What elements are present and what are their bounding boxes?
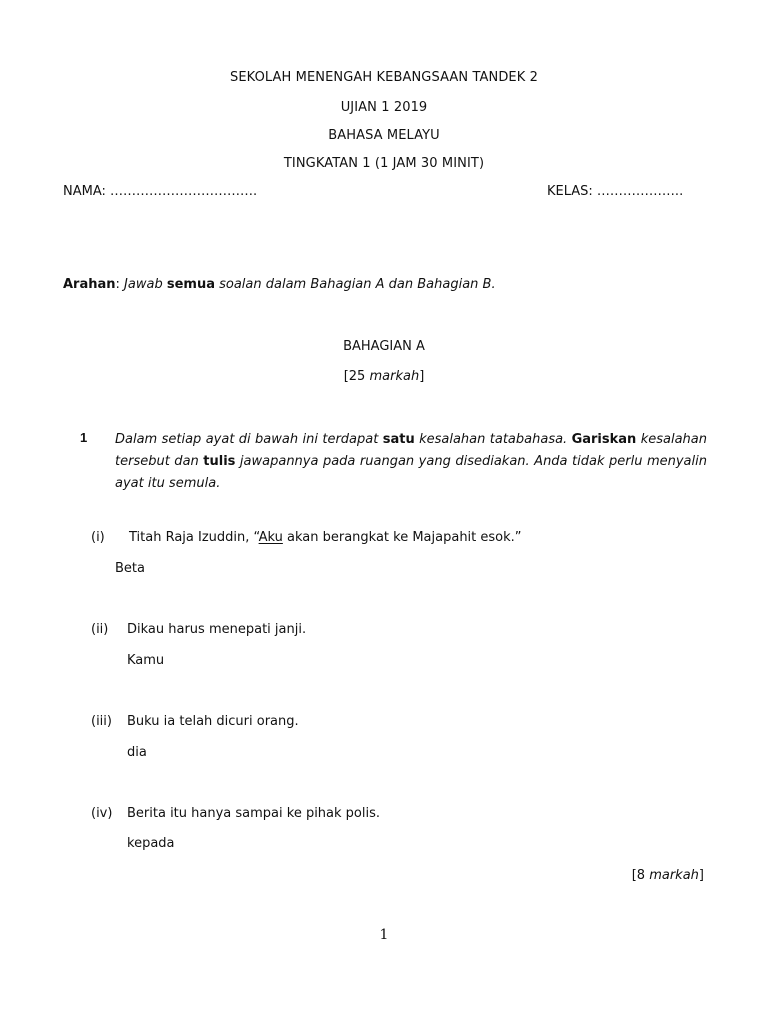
q-text: tersebut dan [115, 454, 204, 469]
section-marks [0, 369, 768, 384]
exam-title: UJIAN 1 2019 [340, 100, 428, 115]
marks-close: ] [698, 868, 704, 883]
q-text: kesalahan [636, 432, 707, 447]
item-sentence: Berita itu hanya sampai ke pihak polis. [127, 806, 381, 821]
item-sentence: Dikau harus menepati janji. [127, 622, 307, 637]
class-field-label: KELAS: ……………….. [547, 184, 684, 199]
instructions-emphasis: semua [166, 277, 215, 292]
instructions-label: Arahan [63, 277, 116, 292]
q-text: kesalahan tatabahasa. [414, 432, 572, 447]
item-label: (iv) [91, 806, 113, 821]
instructions-text-2: soalan dalam Bahagian A dan Bahagian B. [214, 277, 496, 292]
question-line-2 [115, 451, 707, 473]
subject-title: BAHASA MELAYU [328, 128, 440, 143]
underlined-error: Aku [258, 530, 283, 545]
instructions-colon: : [115, 277, 125, 292]
question-instructions [115, 429, 707, 495]
item-sentence: Buku ia telah dicuri orang. [127, 714, 299, 729]
question-number: 1 [80, 430, 88, 445]
item-answer: Kamu [127, 653, 165, 668]
question-line-1 [115, 429, 707, 451]
section-marks-open: [25 [343, 369, 370, 384]
instructions [63, 277, 496, 292]
sentence-text: akan berangkat ke Majapahit esok.” [282, 530, 522, 545]
level-duration: TINGKATAN 1 (1 JAM 30 MINIT) [283, 156, 485, 171]
name-field-label: NAMA: ……………………………. [63, 184, 258, 199]
section-marks-word: markah [369, 369, 420, 384]
instructions-text-1: Jawab [124, 277, 167, 292]
q-emphasis: Gariskan [571, 432, 637, 447]
question-line-3: ayat itu semula. [115, 476, 221, 491]
marks-word: markah [649, 868, 699, 883]
section-marks-close: ] [419, 369, 425, 384]
school-name: SEKOLAH MENENGAH KEBANGSAAN TANDEK 2 [230, 70, 538, 85]
item-answer: dia [127, 745, 147, 760]
item-answer: Beta [115, 561, 145, 576]
item-sentence [129, 530, 522, 545]
item-label: (iii) [91, 714, 112, 729]
section-title: BAHAGIAN A [343, 339, 425, 354]
q-emphasis: satu [382, 432, 415, 447]
page-number: 1 [379, 927, 389, 943]
item-answer: kepada [127, 836, 175, 851]
q-text: Dalam setiap ayat di bawah ini terdapat [115, 432, 383, 447]
q-text: jawapannya pada ruangan yang disediakan. Anda tidak perlu menyalin [235, 454, 707, 469]
marks-open: [8 [631, 868, 650, 883]
q-emphasis: tulis [203, 454, 236, 469]
sentence-text: Titah Raja Izuddin, “ [129, 530, 259, 545]
item-label: (ii) [91, 622, 109, 637]
question-marks [632, 868, 704, 883]
item-label: (i) [91, 530, 105, 545]
